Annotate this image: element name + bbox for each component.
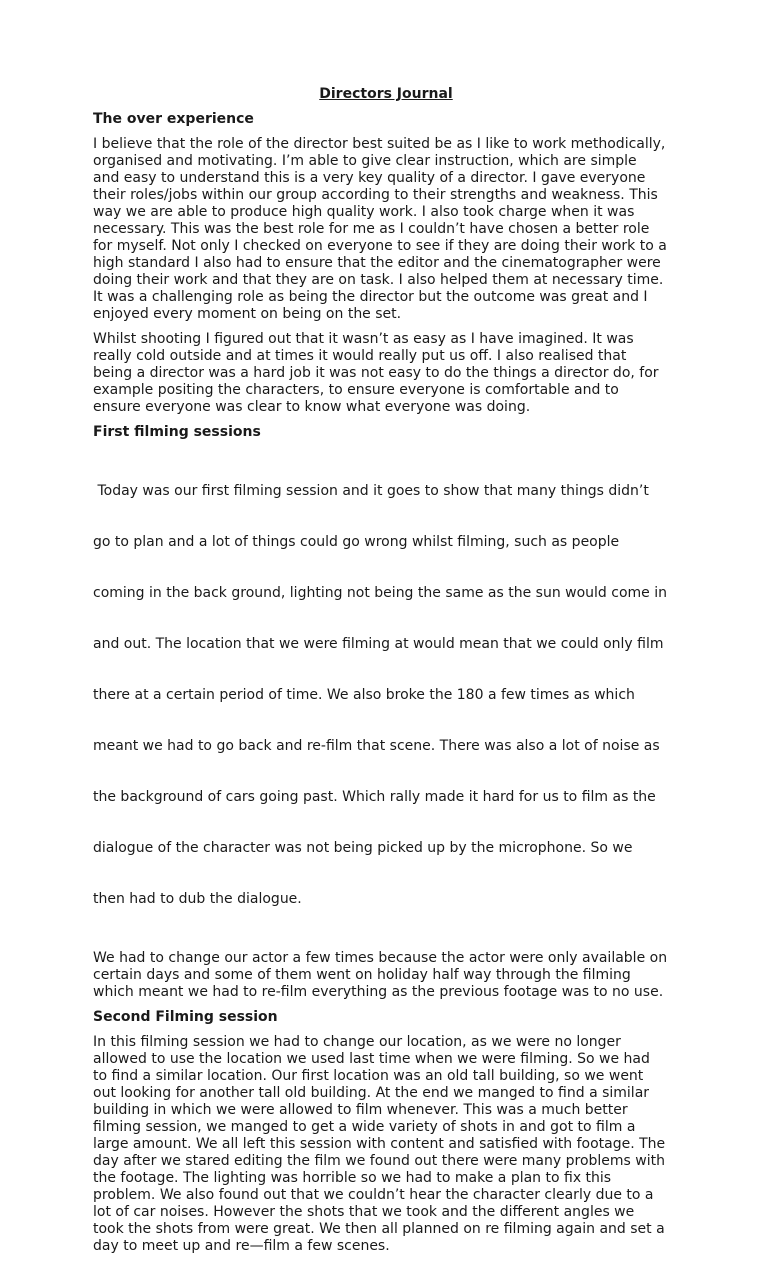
document-page xyxy=(93,86,679,1263)
text-line: problem. We also found out that we couldn’t hear the character clearly due to a xyxy=(93,1187,654,1203)
text-line: for myself. Not only I checked on everyone to see if they are doing their work to a xyxy=(93,238,667,254)
paragraph xyxy=(93,136,679,323)
text-line: and easy to understand this is a very key quality of a director. I gave everyone xyxy=(93,170,646,186)
section-heading: Second Filming session xyxy=(93,1009,278,1025)
text-line: then had to dub the dialogue. xyxy=(93,891,302,907)
text-line: way we are able to produce high quality work. I also took charge when it was xyxy=(93,204,635,220)
text-line: their roles/jobs within our group according to their strengths and weakness. This xyxy=(93,187,658,203)
paragraph xyxy=(93,950,679,1001)
section-first-filming xyxy=(93,424,679,1001)
paragraph xyxy=(93,1034,679,1255)
text-line: filming session, we manged to get a wide variety of shots in and got to film a xyxy=(93,1119,636,1135)
text-line: doing their work and that they are on task. I also helped them at necessary time. xyxy=(93,272,664,288)
text-line: go to plan and a lot of things could go wrong whilst filming, such as people xyxy=(93,534,620,550)
text-line: which meant we had to re-film everything as the previous footage was to no use. xyxy=(93,984,664,1000)
section-heading: The over experience xyxy=(93,111,254,127)
text-line: large amount. We all left this session with content and satisfied with footage. The xyxy=(93,1136,666,1152)
text-line: the footage. The lighting was horrible so we had to make a plan to fix this xyxy=(93,1170,612,1186)
text-line: example positing the characters, to ensure everyone is comfortable and to xyxy=(93,382,619,398)
text-line: Whilst shooting I figured out that it wasn’t as easy as I have imagined. It was xyxy=(93,331,634,347)
text-line: organised and motivating. I’m able to give clear instruction, which are simple xyxy=(93,153,637,169)
text-line: took the shots from were great. We then all planned on re filming again and set a xyxy=(93,1221,665,1237)
text-line: and out. The location that we were filming at would mean that we could only film xyxy=(93,636,664,652)
section-second-filming xyxy=(93,1009,679,1255)
text-line: Today was our first filming session and it goes to show that many things didn’t xyxy=(93,483,649,499)
text-line: coming in the back ground, lighting not being the same as the sun would come in xyxy=(93,585,667,601)
text-line: enjoyed every moment on being on the set. xyxy=(93,306,402,322)
paragraph xyxy=(93,331,679,416)
section-overall-experience xyxy=(93,111,679,416)
text-line: the background of cars going past. Which rally made it hard for us to film as the xyxy=(93,789,656,805)
text-line: necessary. This was the best role for me as I couldn’t have chosen a better role xyxy=(93,221,650,237)
text-line: out looking for another tall old building. At the end we manged to find a similar xyxy=(93,1085,650,1101)
text-line: ensure everyone was clear to know what everyone was doing. xyxy=(93,399,531,415)
text-line: to find a similar location. Our first location was an old tall building, so we went xyxy=(93,1068,644,1084)
text-line: We had to change our actor a few times because the actor were only available on xyxy=(93,950,668,966)
text-line: allowed to use the location we used last time when we were filming. So we had xyxy=(93,1051,650,1067)
text-line: certain days and some of them went on holiday half way through the filming xyxy=(93,967,631,983)
text-line: day after we stared editing the film we found out there were many problems with xyxy=(93,1153,665,1169)
text-line: It was a challenging role as being the director but the outcome was great and I xyxy=(93,289,648,305)
paragraph xyxy=(93,449,679,942)
text-line: dialogue of the character was not being picked up by the microphone. So we xyxy=(93,840,633,856)
section-heading: First filming sessions xyxy=(93,424,261,440)
text-line: being a director was a hard job it was not easy to do the things a director do, for xyxy=(93,365,659,381)
text-line: I believe that the role of the director best suited be as I like to work methodically, xyxy=(93,136,666,152)
text-line: there at a certain period of time. We also broke the 180 a few times as which xyxy=(93,687,635,703)
text-line: lot of car noises. However the shots that we took and the different angles we xyxy=(93,1204,635,1220)
text-line: In this filming session we had to change our location, as we were no longer xyxy=(93,1034,621,1050)
text-line: building in which we were allowed to film whenever. This was a much better xyxy=(93,1102,628,1118)
text-line: day to meet up and re—film a few scenes. xyxy=(93,1238,390,1254)
text-line: really cold outside and at times it would really put us off. I also realised that xyxy=(93,348,627,364)
text-line: meant we had to go back and re-film that scene. There was also a lot of noise as xyxy=(93,738,660,754)
text-line: high standard I also had to ensure that the editor and the cinematographer were xyxy=(93,255,661,271)
document-title: Directors Journal xyxy=(319,86,453,102)
